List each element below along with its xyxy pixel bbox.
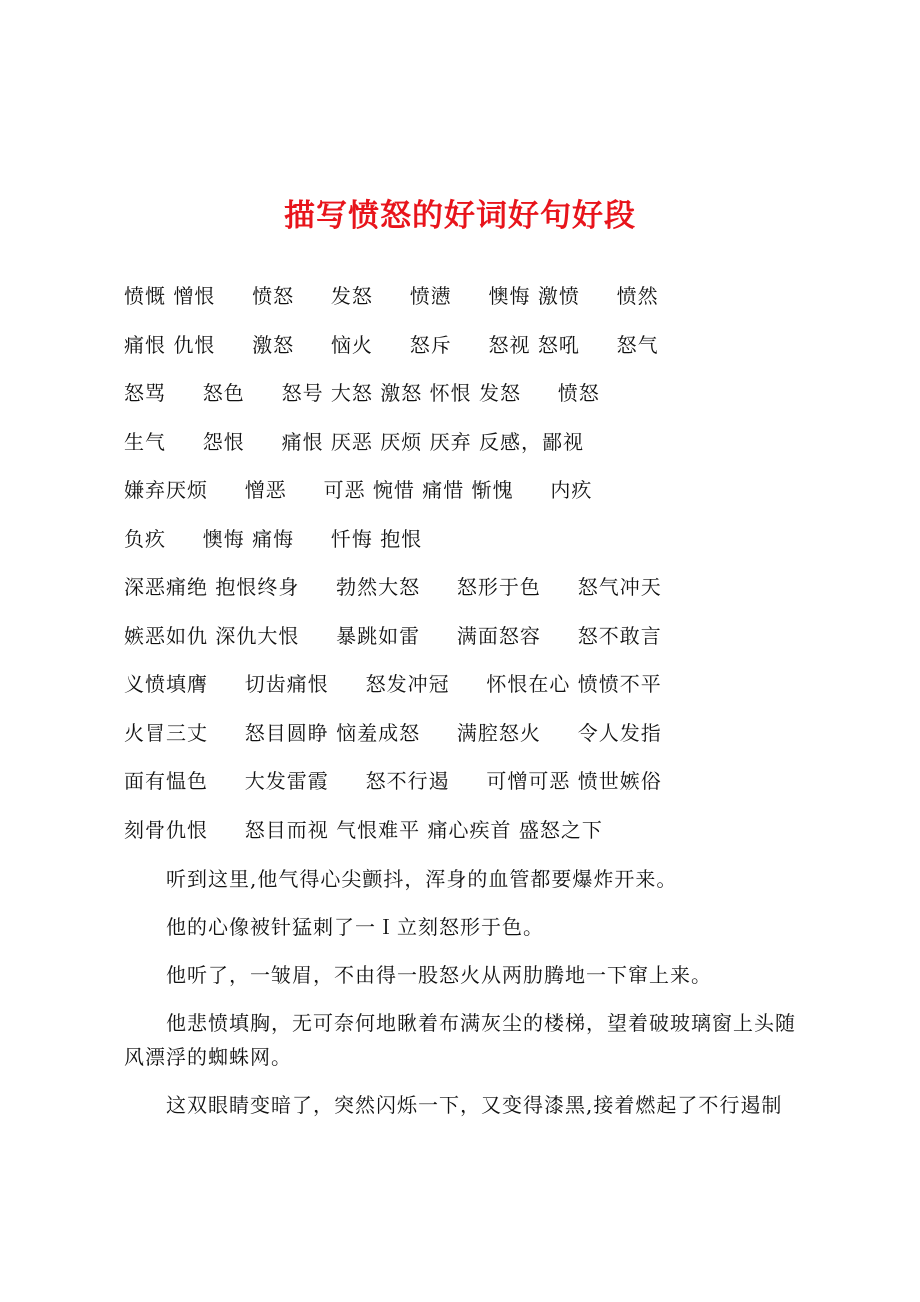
word-row: 嫌弃厌烦 憎恶 可恶 惋惜 痛惜 惭愧 内疚 — [124, 478, 593, 502]
paragraph: 这双眼睛变暗了，突然闪烁一下，又变得漆黑,接着燃起了不行遏制 — [166, 1093, 783, 1117]
word-row: 生气 怨恨 痛恨 厌恶 厌烦 厌弃 反感，鄙视 — [124, 429, 585, 454]
paragraph: 听到这里,他气得心尖颤抖，浑身的血管都要爆炸开来。 — [166, 867, 678, 891]
word-row: 痛恨 仇恨 激怒 恼火 怒斥 怒视 怒吼 怒气 — [124, 332, 659, 357]
word-row: 义愤填膺 切齿痛恨 怒发冲冠 怀恨在心 愤愤不平 — [124, 672, 662, 696]
word-row: 刻骨仇恨 怒目而视 气恨难平 痛心疾首 盛怒之下 — [124, 817, 603, 842]
word-row: 愤慨 憎恨 愤怒 发怒 愤懑 懊悔 激愤 愤然 — [124, 284, 659, 308]
sentence-list — [124, 862, 814, 1136]
paragraph: 他悲愤填胸，无可奈何地瞅着布满灰尘的楼梯，望着破玻璃窗上头随风漂浮的蜘蛛网。 — [124, 1011, 796, 1069]
word-row: 深恶痛绝 抱恨终身 勃然大怒 怒形于色 怒气冲天 — [124, 575, 662, 599]
document-title: 描写愤怒的好词好句好段 — [284, 198, 636, 234]
paragraph: 他听了，一皱眉，不由得一股怒火从两肋腾地一下窜上来。 — [166, 963, 712, 987]
word-row: 火冒三丈 怒目圆睁 恼羞成怒 满腔怒火 令人发指 — [124, 720, 662, 745]
word-row: 怒骂 怒色 怒号 大怒 激怒 怀恨 发怒 愤怒 — [124, 381, 600, 405]
word-row: 面有愠色 大发雷霞 怒不行遏 可憎可恶 愤世嫉俗 — [124, 769, 662, 793]
word-row: 嫉恶如仇 深仇大恨 暴跳如雷 满面怒容 怒不敢言 — [124, 623, 662, 648]
word-list — [124, 282, 844, 864]
word-row: 负疚 懊悔 痛悔 忏悔 抱恨 — [124, 526, 423, 551]
paragraph: 他的心像被针猛刺了一Ｉ立刻怒形于色。 — [166, 915, 544, 939]
